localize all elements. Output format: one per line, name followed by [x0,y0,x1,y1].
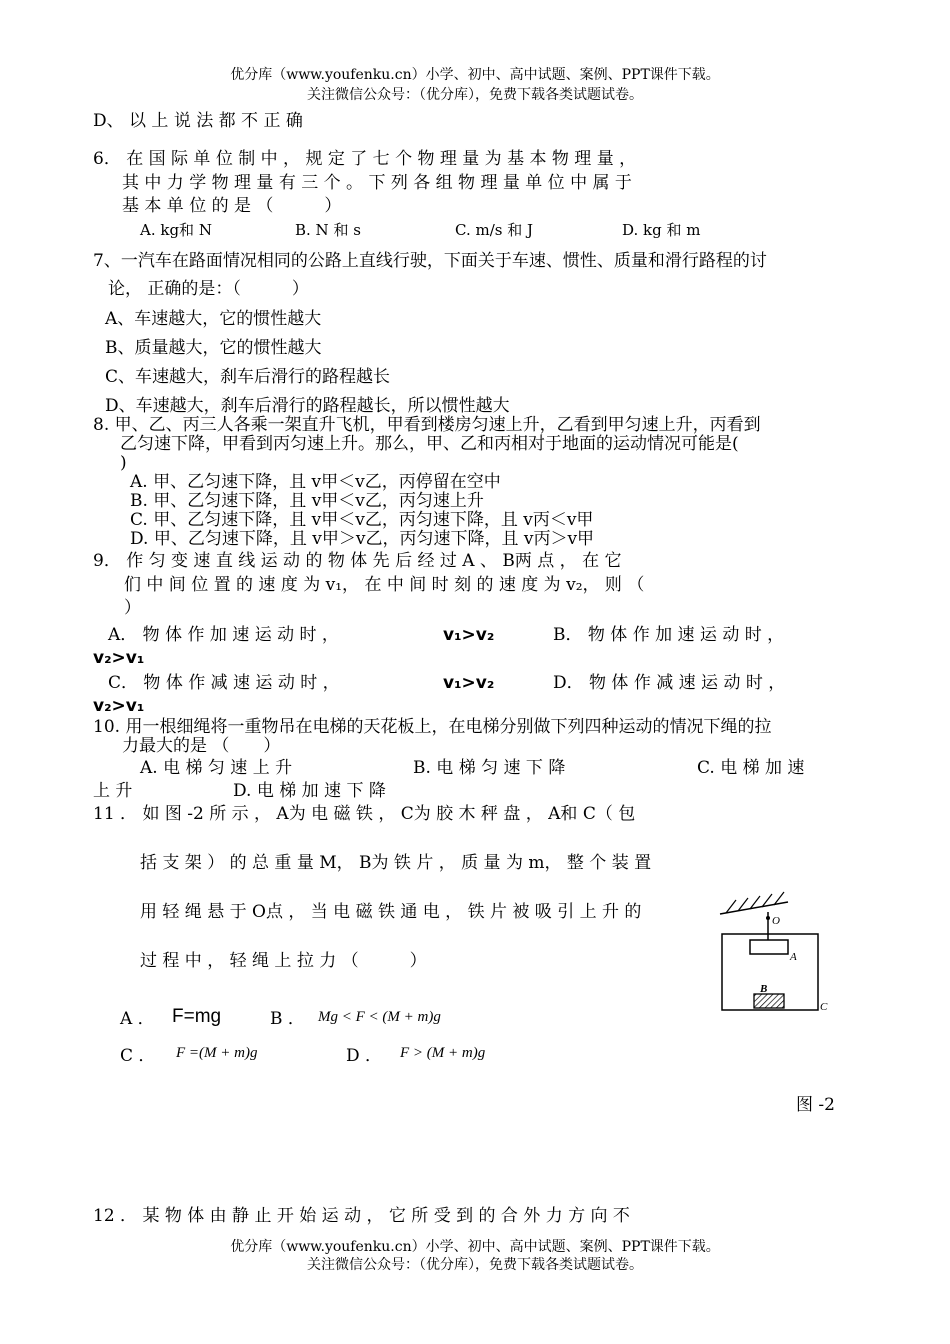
q7-line-2: 论， 正确的是：（ ） [108,279,309,299]
q8-option-d: D. 甲、乙匀速下降，且 v甲＞v乙，丙匀速下降，且 v丙＞v甲 [130,529,595,549]
label-a: A [790,951,797,963]
q9-option-c-relation: v₁>v₂ [443,673,495,693]
figure-2-diagram [690,890,840,1020]
q11-option-b-label: B ． [270,1009,305,1029]
q6-option-a: A. kg和 N [140,221,212,239]
footer-line-2: 关注微信公众号：（优分库），免费下载各类试题试卷。 [307,1257,643,1273]
q11-option-a: F=mg [172,1006,222,1027]
header-line-1: 优分库（www.youfenku.cn）小学、初中、高中试题、案例、PPT课件下载。 [230,67,720,83]
q10-line-2: 力最大的是 （ ） [122,736,281,756]
q7-line-1: 7、一汽车在路面情况相同的公路上直线行驶，下面关于车速、惯性、质量和滑行路程的讨 [93,251,767,271]
q7-option-c: C、车速越大，刹车后滑行的路程越长 [105,367,391,387]
q6-line-2: 其 中 力 学 物 理 量 有 三 个 。 下 列 各 组 物 理 量 单 位 中 属 于 [122,173,632,193]
iron-piece-b [754,994,784,1008]
footer-line-1: 优分库（www.youfenku.cn）小学、初中、高中试题、案例、PPT课件下载。 [230,1239,720,1255]
q9-line-3: ） [124,598,141,618]
q9-option-b-relation: v₂>v₁ [93,648,145,668]
q11-option-c-label: C ． [120,1046,156,1066]
q10-option-d: D. 电 梯 加 速 下 降 [233,781,386,801]
q9-option-a: A． 物 体 作 加 速 运 动 时 ， [108,625,339,645]
q9-option-d-relation: v₂>v₁ [93,696,145,716]
q6-option-d: D. kg 和 m [622,221,701,239]
ceiling-hatch [726,892,784,913]
q5-option-d: D、 以 上 说 法 都 不 正 确 [93,111,303,131]
q10-option-c-cont: 上 升 [93,781,133,801]
q7-option-d: D、车速越大，刹车后滑行的路程越长，所以惯性越大 [105,396,510,416]
label-c: C [820,1001,828,1013]
q9-line-1: 9． 作 匀 变 速 直 线 运 动 的 物 体 先 后 经 过 A 、 B两 点 ， 在 它 [93,551,622,571]
label-b: B [760,983,768,995]
q8-option-a: A. 甲、乙匀速下降，且 v甲＜v乙，丙停留在空中 [130,472,501,492]
q9-option-a-relation: v₁>v₂ [443,625,495,645]
q10-option-a: A. 电 梯 匀 速 上 升 [140,758,293,778]
q8-line-2: 乙匀速下降，甲看到丙匀速上升。那么，甲、乙和丙相对于地面的运动情况可能是( [120,434,739,454]
q11-option-d-label: D ． [346,1046,383,1066]
q11-option-d: F > (M + m)g [400,1045,486,1061]
q12-line-1: 12 ． 某 物 体 由 静 止 开 始 运 动 ， 它 所 受 到 的 合 外 力 方 向 不 [93,1206,630,1226]
q8-option-b: B. 甲、乙匀速下降，且 v甲＜v乙，丙匀速上升 [130,491,484,511]
header-line-2: 关注微信公众号：（优分库），免费下载各类试题试卷。 [307,87,643,103]
q7-option-a: A、车速越大，它的惯性越大 [105,309,322,329]
q11-line-3: 用 轻 绳 悬 于 O点 ， 当 电 磁 铁 通 电 ， 铁 片 被 吸 引 上 升 的 [140,902,642,922]
q6-line-3: 基 本 单 位 的 是 （ ） [122,196,342,216]
q10-option-b: B. 电 梯 匀 速 下 降 [413,758,566,778]
q9-option-d: D． 物 体 作 减 速 运 动 时 ， [553,673,786,693]
q11-option-c: F =(M + m)g [176,1045,258,1061]
q8-line-1: 8. 甲、乙、丙三人各乘一架直升飞机，甲看到楼房匀速上升，乙看到甲匀速上升，丙看到 [93,415,761,435]
figure-2-caption: 图 -2 [796,1095,835,1115]
electromagnet-a [750,940,788,954]
q11-line-2: 括 支 架 ） 的 总 重 量 M， B为 铁 片 ， 质 量 为 m， 整 个 装 置 [140,853,652,873]
point-o [766,916,770,920]
q9-line-2: 们 中 间 位 置 的 速 度 为 v₁， 在 中 间 时 刻 的 速 度 为 v₂， 则 （ [124,575,645,595]
q7-option-b: B、质量越大，它的惯性越大 [105,338,322,358]
q10-line-1: 10. 用一根细绳将一重物吊在电梯的天花板上，在电梯分别做下列四种运动的情况下绳的拉 [93,717,772,737]
q10-option-c: C. 电 梯 加 速 [697,758,805,778]
q9-option-c: C． 物 体 作 减 速 运 动 时 ， [108,673,340,693]
label-o: O [772,915,780,927]
q11-line-1: 11 ． 如 图 -2 所 示 ， A为 电 磁 铁 ， C为 胶 木 秤 盘 ， A和 C（ 包 [93,804,636,824]
q9-option-b: B． 物 体 作 加 速 运 动 时 ， [553,625,785,645]
q11-line-4: 过 程 中 ， 轻 绳 上 拉 力 （ ） [140,951,427,971]
q11-option-a-label: A ． [120,1009,155,1029]
q6-line-1: 6． 在 国 际 单 位 制 中 ， 规 定 了 七 个 物 理 量 为 基 本 物 理 量 ， [93,149,637,169]
q6-option-b: B. N 和 s [295,221,361,239]
q6-option-c: C. m/s 和 J [455,221,534,239]
q11-option-b: Mg < F < (M + m)g [318,1009,441,1025]
q8-line-3: ) [120,453,127,473]
q8-option-c: C. 甲、乙匀速下降，且 v甲＜v乙，丙匀速下降，且 v丙＜v甲 [130,510,594,530]
